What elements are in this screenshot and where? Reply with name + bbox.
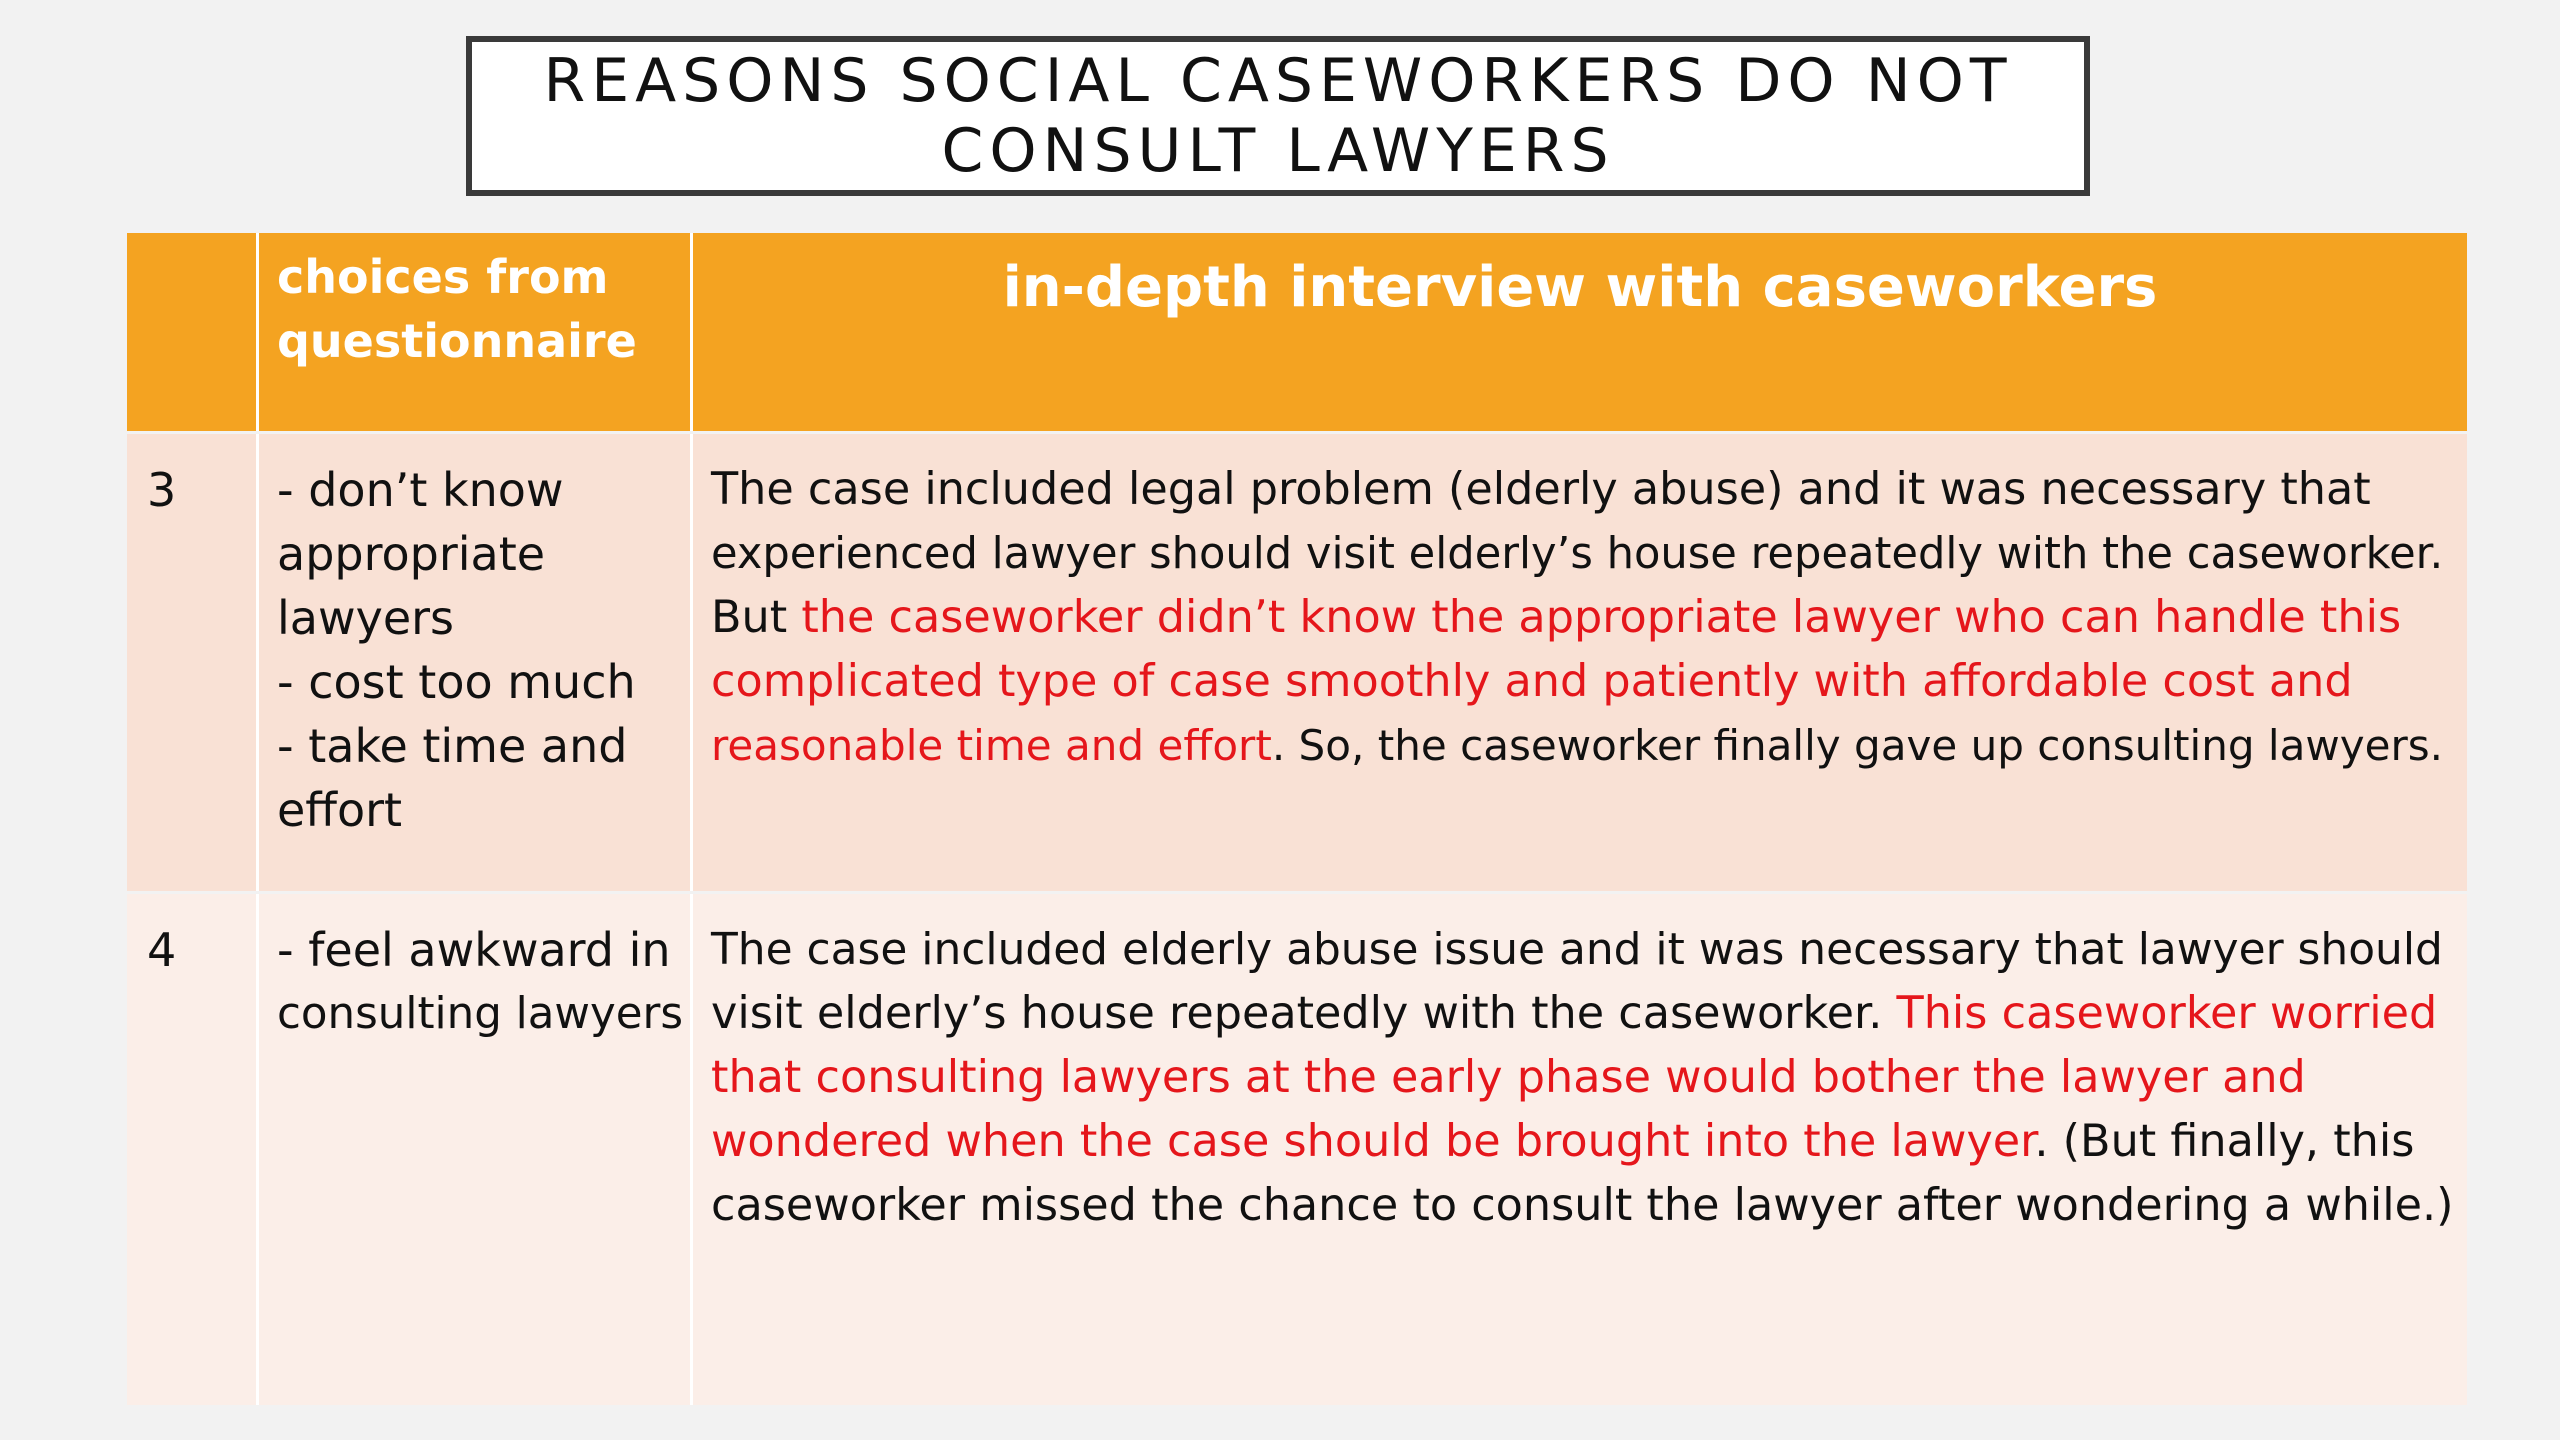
choice-line: effort bbox=[277, 783, 403, 837]
interview-text bbox=[711, 458, 2461, 778]
table-row bbox=[127, 434, 2467, 891]
interview-line bbox=[711, 1046, 2461, 1110]
plain-text: The case included elderly abuse issue and it was necessary that lawyer should bbox=[711, 924, 2443, 975]
plain-text: The case included legal problem (elderly abuse) and it was necessary that bbox=[711, 464, 2371, 515]
choice-line: - feel awkward in bbox=[277, 923, 671, 977]
title-line-1: REASONS SOCIAL CASEWORKERS DO NOT bbox=[543, 46, 2013, 116]
table-row bbox=[127, 894, 2467, 1405]
header-cell-interview bbox=[693, 233, 2467, 431]
interview-line bbox=[711, 650, 2461, 714]
choice-line: lawyers bbox=[277, 591, 454, 645]
highlighted-text: complicated type of case smoothly and patiently with affordable cost and bbox=[711, 656, 2353, 707]
highlighted-text: the caseworker didn’t know the appropriate lawyer who can handle this bbox=[801, 592, 2402, 643]
plain-text: . (But finally, this bbox=[2034, 1116, 2415, 1167]
plain-text: caseworker missed the chance to consult the lawyer after wondering a while.) bbox=[711, 1180, 2454, 1231]
plain-text: experienced lawyer should visit elderly’s house repeatedly with the caseworker. bbox=[711, 529, 2444, 579]
title-box bbox=[466, 36, 2090, 196]
row-number-cell bbox=[127, 434, 256, 891]
header-choices-line-2: questionnaire bbox=[277, 314, 637, 368]
interview-line bbox=[711, 1174, 2461, 1238]
choice-line: consulting lawyers bbox=[277, 989, 684, 1039]
row-number: 3 bbox=[147, 463, 177, 517]
interview-text bbox=[711, 918, 2461, 1238]
row-choices-cell bbox=[259, 894, 690, 1405]
row-number-cell bbox=[127, 894, 256, 1405]
highlighted-text: reasonable time and effort bbox=[711, 721, 1272, 770]
reasons-table bbox=[127, 233, 2467, 1405]
row-choices-cell bbox=[259, 434, 690, 891]
interview-line bbox=[711, 1110, 2461, 1174]
title-line-2: CONSULT LAWYERS bbox=[941, 116, 1615, 186]
highlighted-text: wondered when the case should be brought into the lawyer bbox=[711, 1116, 2035, 1167]
plain-text: visit elderly’s house repeatedly with the caseworker. bbox=[711, 988, 1897, 1039]
row-interview-cell bbox=[693, 894, 2467, 1405]
choice-line: - take time and bbox=[277, 719, 628, 773]
choice-line: appropriate bbox=[277, 527, 546, 581]
interview-line bbox=[711, 714, 2461, 778]
table-header-row bbox=[127, 233, 2467, 431]
header-interview-label: in-depth interview with caseworkers bbox=[1002, 255, 2158, 320]
row-number: 4 bbox=[147, 923, 177, 977]
interview-line bbox=[711, 982, 2461, 1046]
row-choices bbox=[277, 918, 687, 1046]
interview-line bbox=[711, 918, 2461, 982]
plain-text: . So, the caseworker finally gave up consulting lawyers. bbox=[1271, 721, 2444, 770]
row-choices bbox=[277, 458, 687, 842]
choice-line: - don’t know bbox=[277, 463, 564, 517]
highlighted-text: This caseworker worried bbox=[1896, 988, 2438, 1039]
highlighted-text: that consulting lawyers at the early phase would bother the lawyer and bbox=[711, 1052, 2306, 1103]
plain-text: But bbox=[711, 592, 802, 643]
choice-line: - cost too much bbox=[277, 655, 636, 709]
header-choices-label bbox=[277, 245, 687, 373]
header-choices-line-1: choices from bbox=[277, 250, 609, 304]
interview-line bbox=[711, 586, 2461, 650]
row-interview-cell bbox=[693, 434, 2467, 891]
interview-line bbox=[711, 458, 2461, 522]
header-cell-choices bbox=[259, 233, 690, 431]
header-cell-number bbox=[127, 233, 256, 431]
interview-line bbox=[711, 522, 2461, 586]
